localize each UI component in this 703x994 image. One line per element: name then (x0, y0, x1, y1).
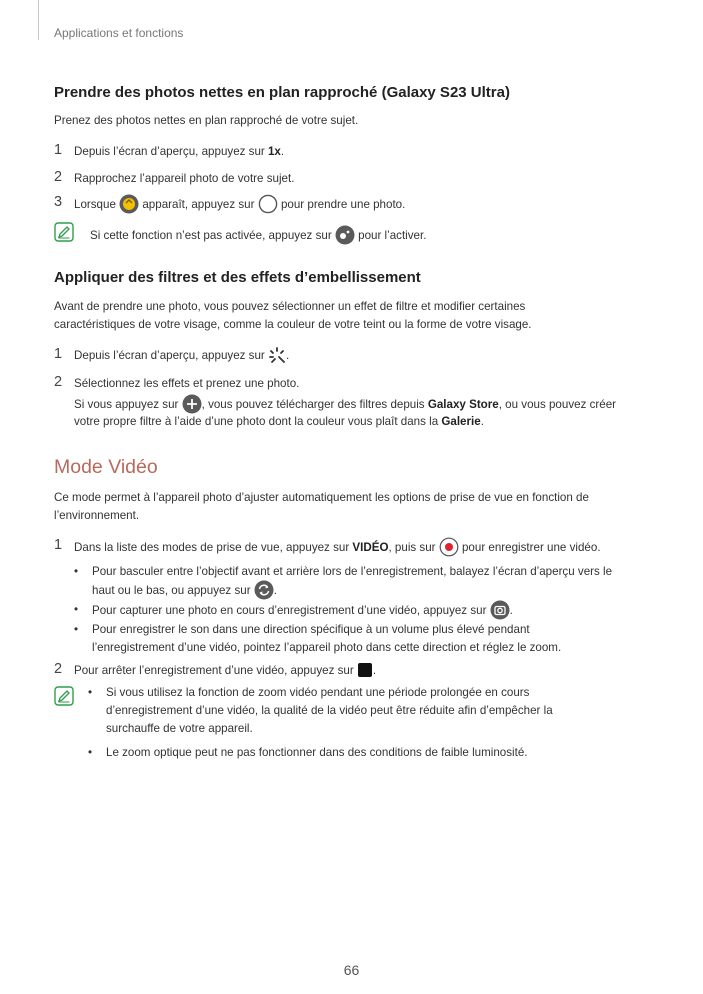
page-number: 66 (343, 962, 360, 978)
capture-icon (490, 600, 510, 620)
zoom-1x-label: 1x (267, 145, 281, 158)
step-number: 1 (54, 537, 63, 553)
bullet-dot: • (74, 603, 79, 616)
step-number: 1 (54, 142, 63, 158)
filter-icon (268, 346, 286, 364)
step-number: 1 (54, 346, 63, 362)
filters-step-2-line-3 (74, 413, 484, 431)
closeup-intro: Prenez des photos nettes en plan rapproché de votre sujet. (54, 114, 359, 127)
video-bullet-1-line-2 (92, 581, 277, 601)
video-mode-label: VIDÉO (352, 541, 389, 555)
step-text: Depuis l’écran d’aperçu, appuyez sur (74, 349, 268, 363)
bullet-dot: • (88, 746, 93, 759)
closeup-note (90, 226, 426, 246)
bullet-text: haut ou le bas, ou appuyez sur (92, 584, 254, 598)
step-number: 2 (54, 374, 63, 390)
video-bullet-3-line-2: l’enregistrement d’une vidéo, pointez l’appareil photo dans cette direction et réglez le zoom. (92, 641, 562, 654)
step-text-end: pour prendre une photo. (277, 198, 406, 212)
record-icon (439, 537, 459, 557)
step-text: . (480, 415, 484, 428)
step-text-end: . (372, 664, 377, 677)
note-line: Si vous utilisez la fonction de zoom vidéo pendant une période prolongée en cours (106, 686, 530, 699)
galaxy-store-label: Galaxy Store (427, 398, 499, 412)
bullet-dot: • (74, 565, 79, 578)
step-text-end: . (285, 349, 290, 363)
step-text: , ou vous pouvez créer (498, 398, 617, 412)
running-header: Applications et fonctions (54, 26, 184, 40)
note-icon (54, 222, 74, 242)
step-text: Lorsque (74, 198, 120, 212)
step-text: Depuis l’écran d’aperçu, appuyez sur (74, 145, 268, 158)
step-number: 3 (54, 194, 63, 210)
bullet-line: Pour enregistrer le son dans une direction spécifique à un volume plus élevé pendant (92, 623, 530, 636)
filters-step-2-line-2 (74, 395, 616, 415)
bullet-dot: • (88, 686, 93, 699)
closeup-heading: Prendre des photos nettes en plan rapproché (Galaxy S23 Ultra) (54, 84, 510, 101)
bullet-text: Pour capturer une photo en cours d’enregistrement d’une vidéo, appuyez sur (92, 604, 490, 618)
step-number: 2 (54, 661, 63, 677)
note-text-end: pour l’activer. (354, 229, 427, 243)
video-note-1-line-2: d’enregistrement d’une vidéo, la qualité de la vidéo peut être réduite afin d’empêcher la (106, 704, 553, 717)
filters-heading: Appliquer des filtres et des effets d’embellissement (54, 269, 421, 286)
bullet-dot: • (74, 623, 79, 636)
step-text: , vous pouvez télécharger des filtres depuis (201, 398, 428, 412)
step-text-mid: apparaît, appuyez sur (139, 198, 258, 212)
video-intro-line-2: l’environnement. (54, 509, 140, 522)
video-note-1-line-3: surchauffe de votre appareil. (106, 722, 253, 735)
focus-enhancer-icon (119, 194, 139, 214)
step-number: 2 (54, 169, 63, 185)
note-line: Le zoom optique peut ne pas fonctionner dans des conditions de faible luminosité. (106, 746, 528, 759)
step-text: Rapprochez l’appareil photo de votre sujet. (74, 172, 295, 185)
bullet-text-end: . (273, 584, 278, 598)
switch-camera-icon (254, 580, 274, 600)
note-text: Si cette fonction n’est pas activée, appuyez sur (90, 229, 335, 243)
stop-icon (357, 662, 373, 678)
step-text: votre propre filtre à l’aide d’une photo dont la couleur vous plaît dans la (74, 415, 442, 428)
bullet-text-end: . (509, 604, 513, 618)
filters-intro-line-2: caractéristiques de votre visage, comme la couleur de votre teint ou la forme de votre visage. (54, 318, 532, 331)
filters-intro-line-1: Avant de prendre une photo, vous pouvez sélectionner un effet de filtre et modifier certaines (54, 300, 526, 313)
add-icon (182, 394, 202, 414)
step-text: , puis sur (388, 541, 439, 555)
margin-line (38, 0, 39, 40)
note-icon (54, 686, 74, 706)
step-text-end: . (280, 145, 285, 158)
step-text: pour enregistrer une vidéo. (458, 541, 601, 555)
bullet-line: Pour basculer entre l’objectif avant et arrière lors de l’enregistrement, balayez l’écran d’aperçu vers le (92, 565, 613, 578)
step-text: Pour arrêter l’enregistrement d’une vidéo, appuyez sur (74, 664, 357, 677)
step-text: Sélectionnez les effets et prenez une photo. (74, 377, 300, 390)
video-heading: Mode Vidéo (54, 456, 158, 478)
step-text: Si vous appuyez sur (74, 398, 182, 412)
shutter-icon (258, 194, 278, 214)
toggle-icon (335, 225, 355, 245)
galerie-label: Galerie (441, 415, 481, 428)
step-text: Dans la liste des modes de prise de vue, appuyez sur (74, 541, 353, 555)
video-intro-line-1: Ce mode permet à l’appareil photo d’ajuster automatiquement les options de prise de vue en fonction de (54, 491, 589, 504)
